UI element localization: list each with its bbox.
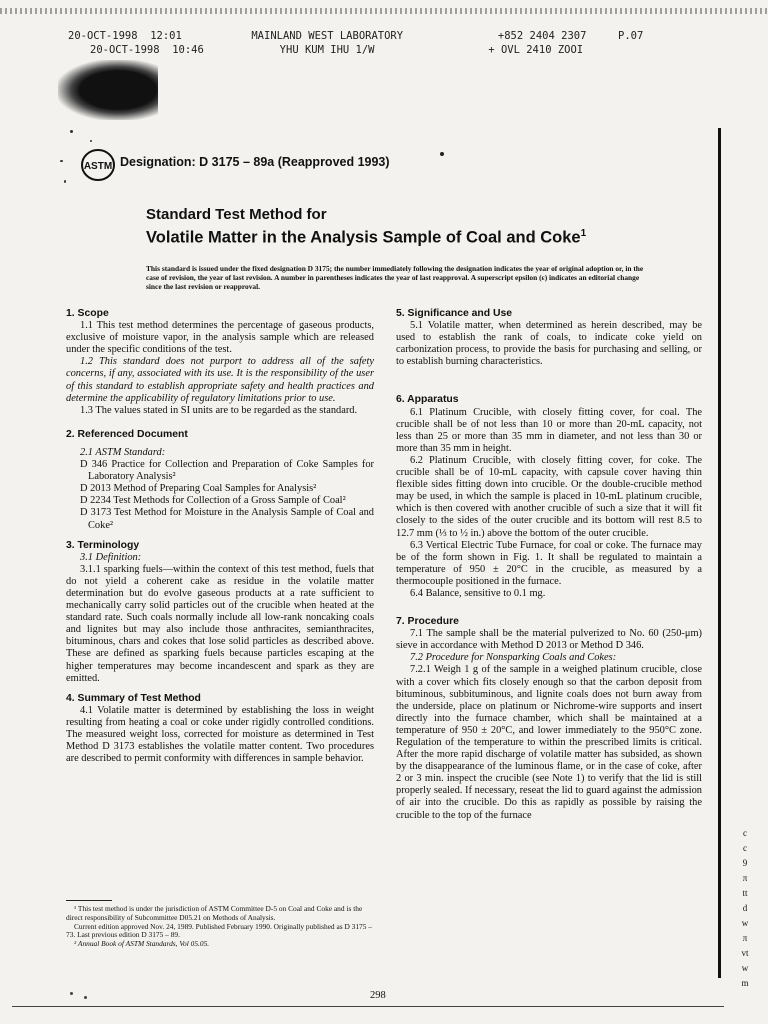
section-heading: 3. Terminology <box>66 539 140 551</box>
footnote-rule <box>66 900 112 901</box>
margin-letter: w <box>741 918 749 928</box>
margin-letter: π <box>742 933 748 943</box>
scan-speck <box>90 140 92 142</box>
paragraph: 6.1 Platinum Crucible, with closely fitting cover, for coal. The crucible shall be of not less than 10 or more than 20-mL capacity, not less than 25 or more than 35 mm in diameter, and not less than 30 or more than 35 mm in height. <box>396 406 702 454</box>
section-heading: 5. Significance and Use <box>396 308 513 319</box>
scan-speck <box>64 180 66 183</box>
paragraph: 1.3 The values stated in SI units are to be regarded as the standard. <box>80 404 358 416</box>
reference-item: D 2013 Method of Preparing Coal Samples for Analysis² <box>80 483 317 495</box>
right-column <box>396 308 702 822</box>
reference-item: D 346 Practice for Collection and Preparation of Coke Samples for Laboratory Analysis² <box>80 459 374 483</box>
paragraph: 7.1 The sample shall be the material pulverized to No. 60 (250-μm) sieve in accordance with Method D 2013 or Method D 346. <box>396 628 702 652</box>
fax-header-line-2: 20-OCT-1998 10:46 YHU KUM IHU 1/W + OVL 2410 ZOOI <box>90 44 584 56</box>
footnote: ¹ This test method is under the jurisdiction of ASTM Committee D-5 on Coal and Coke and is the direct responsibility of Subcommittee D05.21 on Methods of Analysis. <box>66 904 363 922</box>
margin-letter: 9 <box>742 858 748 868</box>
paragraph: 3.1.1 sparking fuels—within the context of this test method, fuels that do not yield a coherent cake as residue in the volatile matter determination but do evolve gaseous products at a rate sufficient to mechanically carry solid particles out of the crucible when heated at the standard rate. Such coals normally include all low-rank noncaking coals and lignites but may also include those anthracites, semianthracites, bituminous, chars and cokes that lose solid particles as described above. These are defined as sparking fuels because particles escaping at the higher temperatures may become incandescent and spark as they are emitted. <box>66 563 374 684</box>
margin-letter: d <box>742 903 748 913</box>
reference-item: D 2234 Test Methods for Collection of a Gross Sample of Coal² <box>80 495 346 507</box>
section-heading: 2. Referenced Document <box>66 428 188 440</box>
section-heading: 4. Summary of Test Method <box>66 692 201 704</box>
margin-letters <box>738 826 752 991</box>
paragraph: 5.1 Volatile matter, when determined as herein described, may be used to establish the rank of coals, to indicate coke yield on carbonization process, to provide the basis for purchasing and selling, or to establish burning characteristics. <box>396 320 702 368</box>
margin-letter: vt <box>741 948 749 958</box>
margin-letter: c <box>743 843 747 853</box>
title-footnote-mark: 1 <box>580 228 587 239</box>
left-column <box>66 308 374 765</box>
section-heading: 6. Apparatus <box>396 394 459 406</box>
margin-letter: m <box>741 978 749 988</box>
scan-edge-line <box>718 128 721 978</box>
section-heading: 1. Scope <box>66 308 109 319</box>
margin-letter: π <box>742 873 748 883</box>
scan-speck <box>60 160 63 162</box>
footnotes <box>66 905 376 949</box>
paragraph: 7.2.1 Weigh 1 g of the sample in a weighed platinum crucible, close with a cover which fits closely enough so that the carbon deposit from bituminous, subbituminous, and lignite coals does not burn away from the underside, place on platinum or Nichrome-wire supports and insert directly into the furnace chamber, which shall be maintained at a temperature of 950 ± 20°C, and lower immediately to the 950°C zone. Regulation of the temperature to within the prescribed limits is critical. After the more rapid discharge of volatile matter has subsided, as shown by the disappearance of the luminous flame, or in the case of coke, after 2 or 3 min. inspect the crucible (see Note 1) to verify that the lid is still properly sealed. If necessary, reseat the lid to guard against the admission of air into the crucible. Do this as rapidly as possible by raising the crucible to the top of the furnace <box>396 664 702 821</box>
paragraph: 7.2 Procedure for Nonsparking Coals and Cokes: <box>410 652 617 664</box>
paragraph: 6.2 Platinum Crucible, with closely fitting cover, for coke. The crucible shall be of 10-mL capacity, with capsule cover having thin flexible sides fitting down into crucible. Or the double-crucible method may be used, in which the sample is placed in 10-mL platinum crucible, which is then covered with another crucible of such a size that it will fit closely to the sides of the outer crucible and its bottom will rest 8.5 to 12.7 mm (⅓ to ½ in.) above the bottom of the outer crucible. <box>396 454 702 539</box>
document-title: Volatile Matter in the Analysis Sample of Coal and Coke <box>146 228 581 247</box>
svg-text:ASTM: ASTM <box>83 161 113 172</box>
title-line-1: Standard Test Method for <box>146 206 327 223</box>
title-line-2 <box>146 228 586 248</box>
fax-header-line-1: 20-OCT-1998 12:01 MAINLAND WEST LABORATORY +852 2404 2307 P.07 <box>68 30 644 42</box>
astm-logo-icon <box>80 148 116 182</box>
scan-speck <box>84 996 87 999</box>
scan-speck <box>70 130 73 133</box>
paragraph: 3.1 Definition: <box>80 551 142 563</box>
margin-letter: tt <box>742 888 748 898</box>
paragraph: 4.1 Volatile matter is determined by establishing the loss in weight resulting from heating a coal or coke under rigidly controlled conditions. The measured weight loss, corrected for moisture as determined in Test Method D 3173 establishes the volatile matter content. Two procedures are described to permit conformity with differences in sample behavior. <box>66 704 374 765</box>
standard-notice: This standard is issued under the fixed designation D 3175; the number immediately following the designation indicates the year of original adoption or, in the case of revision, the year of last revision. A number in parentheses indicates the year of last reapproval. A superscript epsilon (ε) indicates an editorial change since the last revision or reapproval. <box>146 264 644 291</box>
paragraph: 1.2 This standard does not purport to address all of the safety concerns, if any, associated with its use. It is the responsibility of the user of this standard to establish appropriate safety and health practices and determine the applicability of regulatory limitations prior to use. <box>66 356 374 404</box>
page-bottom-rule <box>12 1006 724 1007</box>
scan-speck <box>440 152 444 156</box>
designation-line: Designation: D 3175 – 89a (Reapproved 1993) <box>120 155 390 169</box>
footnote: ² Annual Book of ASTM Standards, Vol 05.05. <box>74 939 210 949</box>
page-number: 298 <box>370 990 386 1001</box>
paragraph: 6.3 Vertical Electric Tube Furnace, for coal or coke. The furnace may be of the form shown in Fig. 1. It shall be regulated to maintain a temperature of 950 ± 20°C in the crucible, as measured by a thermocouple positioned in the furnace. <box>396 539 702 587</box>
scan-speck <box>70 992 73 995</box>
footnote: Current edition approved Nov. 24, 1989. Published February 1990. Originally published as D 3175 – 73. Last previous edition D 3175 – 89. <box>66 921 372 940</box>
scan-smudge <box>58 60 158 120</box>
margin-letter: w <box>741 963 749 973</box>
reference-item: D 3173 Test Method for Moisture in the Analysis Sample of Coal and Coke² <box>80 507 374 531</box>
paragraph: 6.4 Balance, sensitive to 0.1 mg. <box>410 587 546 599</box>
section-heading: 7. Procedure <box>396 616 459 628</box>
fax-dot-border <box>0 8 768 14</box>
paragraph: 2.1 ASTM Standard: <box>80 446 166 458</box>
paragraph: 1.1 This test method determines the percentage of gaseous products, exclusive of moisture vapor, in the analysis sample which are released under the specific conditions of the test. <box>66 320 374 356</box>
margin-letter: c <box>743 828 747 838</box>
